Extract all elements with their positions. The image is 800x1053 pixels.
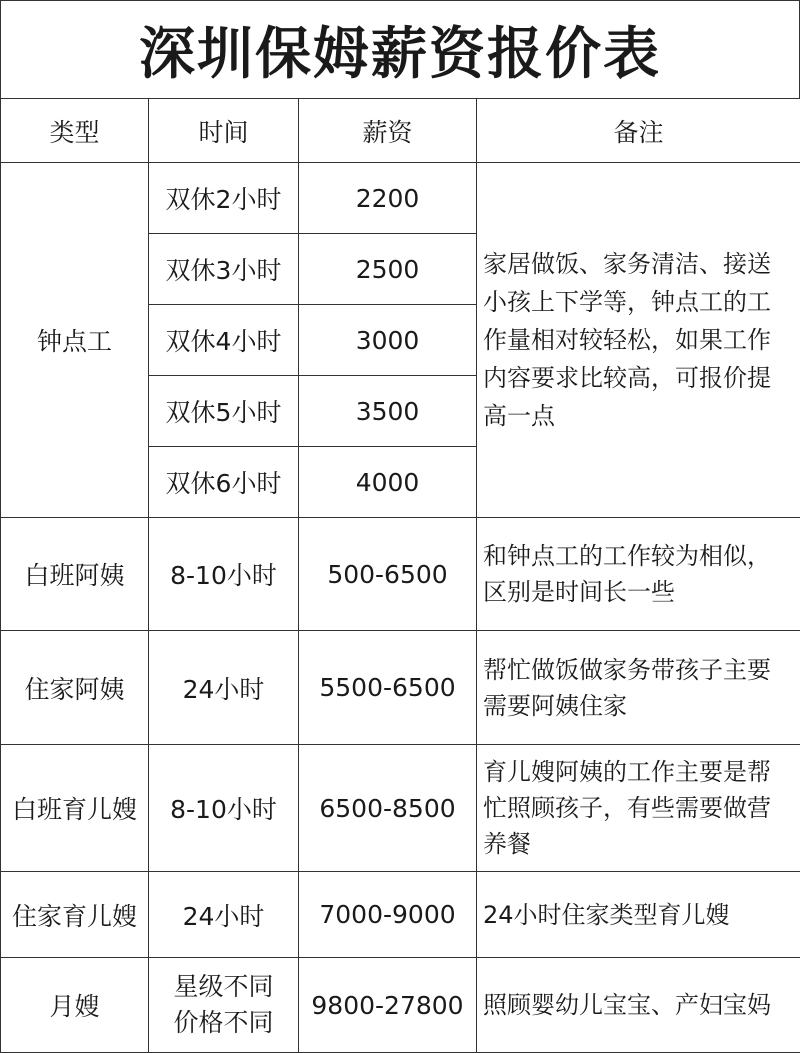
table-row [1, 163, 800, 234]
type-cell: 月嫂 [1, 958, 149, 1053]
time-cell: 8-10小时 [149, 745, 299, 872]
header-salary: 薪资 [299, 99, 477, 163]
note-cell: 帮忙做饭做家务带孩子主要需要阿姨住家 [477, 631, 800, 745]
note-cell: 育儿嫂阿姨的工作主要是帮忙照顾孩子，有些需要做营养餐 [477, 745, 800, 872]
type-cell: 白班阿姨 [1, 518, 149, 631]
note-cell: 家居做饭、家务清洁、接送小孩上下学等，钟点工的工作量相对较轻松，如果工作内容要求比较高，可报价提高一点 [477, 163, 800, 518]
time-cell: 双休4小时 [149, 305, 299, 376]
header-row [1, 99, 800, 163]
type-cell: 住家阿姨 [1, 631, 149, 745]
time-cell: 8-10小时 [149, 518, 299, 631]
salary-cell: 7000-9000 [299, 872, 477, 958]
salary-cell: 500-6500 [299, 518, 477, 631]
salary-cell: 3000 [299, 305, 477, 376]
time-cell: 双休5小时 [149, 376, 299, 447]
note-cell: 照顾婴幼儿宝宝、产妇宝妈 [477, 958, 800, 1053]
note-cell: 24小时住家类型育儿嫂 [477, 872, 800, 958]
table-row [1, 745, 800, 872]
time-cell: 双休3小时 [149, 234, 299, 305]
time-cell: 24小时 [149, 631, 299, 745]
salary-cell: 6500-8500 [299, 745, 477, 872]
time-cell: 双休6小时 [149, 447, 299, 518]
type-cell: 住家育儿嫂 [1, 872, 149, 958]
table-row [1, 518, 800, 631]
salary-cell: 3500 [299, 376, 477, 447]
header-note: 备注 [477, 99, 800, 163]
type-cell: 白班育儿嫂 [1, 745, 149, 872]
salary-cell: 9800-27800 [299, 958, 477, 1053]
header-type: 类型 [1, 99, 149, 163]
time-cell: 24小时 [149, 872, 299, 958]
table-row [1, 872, 800, 958]
price-table [0, 98, 800, 1053]
type-cell: 钟点工 [1, 163, 149, 518]
note-cell: 和钟点工的工作较为相似，区别是时间长一些 [477, 518, 800, 631]
salary-cell: 2500 [299, 234, 477, 305]
table-row [1, 958, 800, 1053]
salary-cell: 5500-6500 [299, 631, 477, 745]
header-time: 时间 [149, 99, 299, 163]
time-cell: 星级不同 价格不同 [149, 958, 299, 1053]
time-cell: 双休2小时 [149, 163, 299, 234]
salary-cell: 4000 [299, 447, 477, 518]
salary-cell: 2200 [299, 163, 477, 234]
page-title: 深圳保姆薪资报价表 [0, 0, 800, 98]
table-row [1, 631, 800, 745]
